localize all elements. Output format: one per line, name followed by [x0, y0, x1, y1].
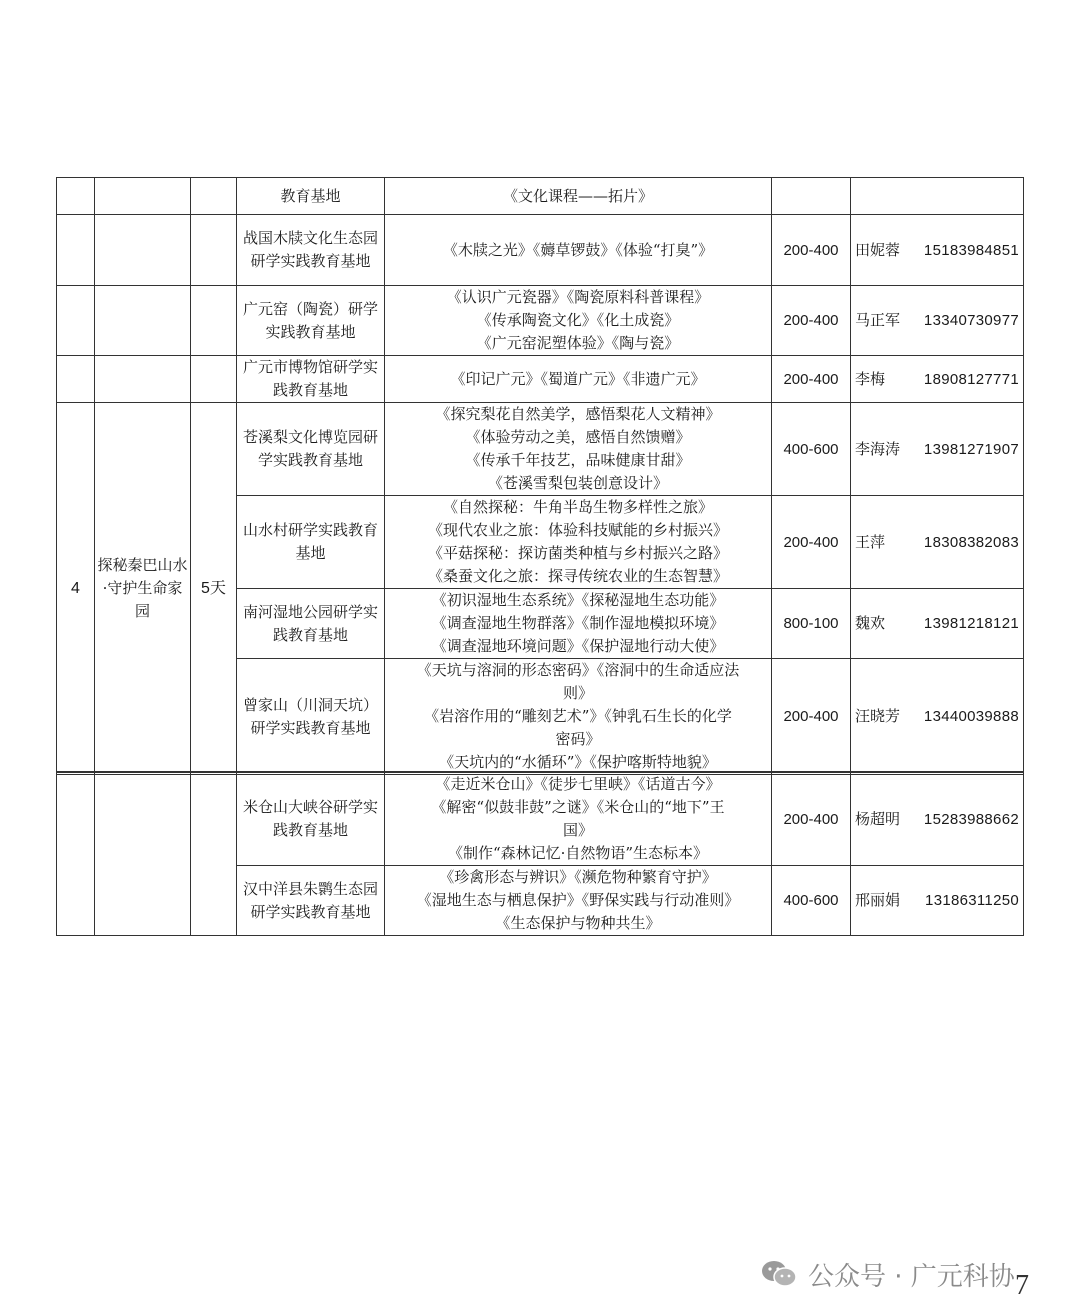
course-cell: 《天坑与溶洞的形态密码》《溶洞中的生命适应法 则》 《岩溶作用的“雕刻艺术”》《钟乳石生长的化学 密码》 《天坑内的“水循环”》《保护喀斯特地貌》 — [385, 659, 772, 775]
course-cell: 《文化课程——拓片》 — [385, 178, 772, 215]
course-cell: 《珍禽形态与辨识》《濒危物种繁育守护》 《湿地生态与栖息保护》《野保实践与行动准则》 《生态保护与物种共生》 — [385, 866, 772, 936]
base-name-cell: 广元市博物馆研学实践教育基地 — [237, 356, 385, 403]
days-cell — [191, 215, 237, 286]
study-base-table — [56, 177, 1024, 775]
contact-cell — [851, 215, 1024, 286]
price-cell: 200-400 — [772, 496, 851, 589]
contact-person: 马正军 — [855, 311, 901, 329]
theme-cell — [95, 215, 191, 286]
contact-person: 李海涛 — [855, 439, 901, 458]
course-cell: 《初识湿地生态系统》《探秘湿地生态功能》 《调查湿地生物群落》《制作湿地模拟环境》 《调查湿地环境问题》《保护湿地行动大使》 — [385, 589, 772, 659]
theme-cell — [95, 178, 191, 215]
contact-cell — [851, 403, 1024, 496]
base-name-cell: 山水村研学实践教育基地 — [237, 496, 385, 589]
base-name-cell: 曾家山（川洞天坑）研学实践教育基地 — [237, 659, 385, 775]
contact-cell — [851, 496, 1024, 589]
price-cell — [772, 178, 851, 215]
price-cell: 200-400 — [772, 356, 851, 403]
contact-person: 汪晓芳 — [855, 707, 901, 725]
days-cell — [191, 178, 237, 215]
index-cell — [57, 772, 95, 936]
index-cell: 4 — [57, 403, 95, 775]
base-name-cell: 战国木牍文化生态园研学实践教育基地 — [237, 215, 385, 286]
contact-person: 魏欢 — [855, 614, 886, 632]
base-name-cell: 南河湿地公园研学实践教育基地 — [237, 589, 385, 659]
base-name-cell: 汉中洋县朱鹮生态园研学实践教育基地 — [237, 866, 385, 936]
days-cell — [191, 286, 237, 356]
contact-cell — [851, 178, 1024, 215]
contact-cell — [851, 772, 1024, 866]
price-cell: 200-400 — [772, 772, 851, 866]
index-cell — [57, 215, 95, 286]
contact-phone: 18308382083 — [923, 533, 1019, 551]
contact-phone: 13981218121 — [923, 615, 1019, 632]
contact-phone: 13440039888 — [923, 708, 1019, 725]
days-cell — [191, 772, 237, 936]
table-row — [57, 178, 1024, 215]
course-cell: 《印记广元》《蜀道广元》《非遗广元》 — [385, 356, 772, 403]
table-row — [57, 403, 1024, 496]
contact-cell — [851, 589, 1024, 659]
table-row — [57, 356, 1024, 403]
table-row — [57, 215, 1024, 286]
theme-cell — [95, 772, 191, 936]
course-cell: 《认识广元瓷器》《陶瓷原料科普课程》 《传承陶瓷文化》《化土成瓷》 《广元窑泥塑体验》《陶与瓷》 — [385, 286, 772, 356]
table-row — [57, 772, 1024, 866]
contact-person: 杨超明 — [855, 809, 901, 828]
theme-cell — [95, 286, 191, 356]
contact-person: 邢丽娟 — [855, 891, 901, 909]
contact-cell — [851, 659, 1024, 775]
base-name-cell: 苍溪梨文化博览园研学实践教育基地 — [237, 403, 385, 496]
page-number: 7 — [1015, 1270, 1029, 1301]
watermark-text: 公众号 · 广元科协 — [808, 1261, 1015, 1292]
course-cell: 《走近米仓山》《徒步七里峡》《话道古今》 《解密“似鼓非鼓”之谜》《米仓山的“地下”王 国》 《制作“森林记忆·自然物语”生态标本》 — [385, 772, 772, 866]
course-cell: 《自然探秘：牛角半岛生物多样性之旅》 《现代农业之旅：体验科技赋能的乡村振兴》 《平菇探秘：探访菌类种植与乡村振兴之路》 《桑蚕文化之旅：探寻传统农业的生态智慧》 — [385, 496, 772, 589]
contact-phone: 15183984851 — [923, 241, 1019, 259]
contact-cell — [851, 866, 1024, 936]
days-cell — [191, 356, 237, 403]
course-cell: 《探究梨花自然美学，感悟梨花人文精神》 《体验劳动之美，感悟自然馈赠》 《传承千年技艺，品味健康甘甜》 《苍溪雪梨包装创意设计》 — [385, 403, 772, 496]
contact-phone: 13186311250 — [925, 892, 1019, 909]
course-cell: 《木牍之光》《薅草锣鼓》《体验“打臭”》 — [385, 215, 772, 286]
index-cell — [57, 356, 95, 403]
index-cell — [57, 286, 95, 356]
base-name-cell: 米仓山大峡谷研学实践教育基地 — [237, 772, 385, 866]
contact-person: 李梅 — [855, 369, 886, 388]
price-cell: 200-400 — [772, 286, 851, 356]
contact-phone: 15283988662 — [923, 810, 1019, 828]
contact-phone: 13340730977 — [923, 312, 1019, 329]
contact-cell — [851, 356, 1024, 403]
days-cell: 5天 — [191, 403, 237, 775]
price-cell: 200-400 — [772, 659, 851, 775]
contact-phone: 18908127771 — [923, 370, 1019, 388]
theme-cell — [95, 356, 191, 403]
contact-cell — [851, 286, 1024, 356]
theme-cell: 探秘秦巴山水·守护生命家园 — [95, 403, 191, 775]
table-row — [57, 286, 1024, 356]
study-base-table-continued — [56, 771, 1024, 936]
wechat-icon — [760, 1259, 798, 1289]
price-cell: 400-600 — [772, 403, 851, 496]
index-cell — [57, 178, 95, 215]
price-cell: 400-600 — [772, 866, 851, 936]
contact-person: 王萍 — [855, 532, 886, 551]
base-name-cell: 教育基地 — [237, 178, 385, 215]
watermark — [760, 1252, 1015, 1296]
base-name-cell: 广元窑（陶瓷）研学实践教育基地 — [237, 286, 385, 356]
price-cell: 200-400 — [772, 215, 851, 286]
contact-phone: 13981271907 — [923, 440, 1019, 458]
price-cell: 800-100 — [772, 589, 851, 659]
contact-person: 田妮蓉 — [855, 240, 901, 259]
